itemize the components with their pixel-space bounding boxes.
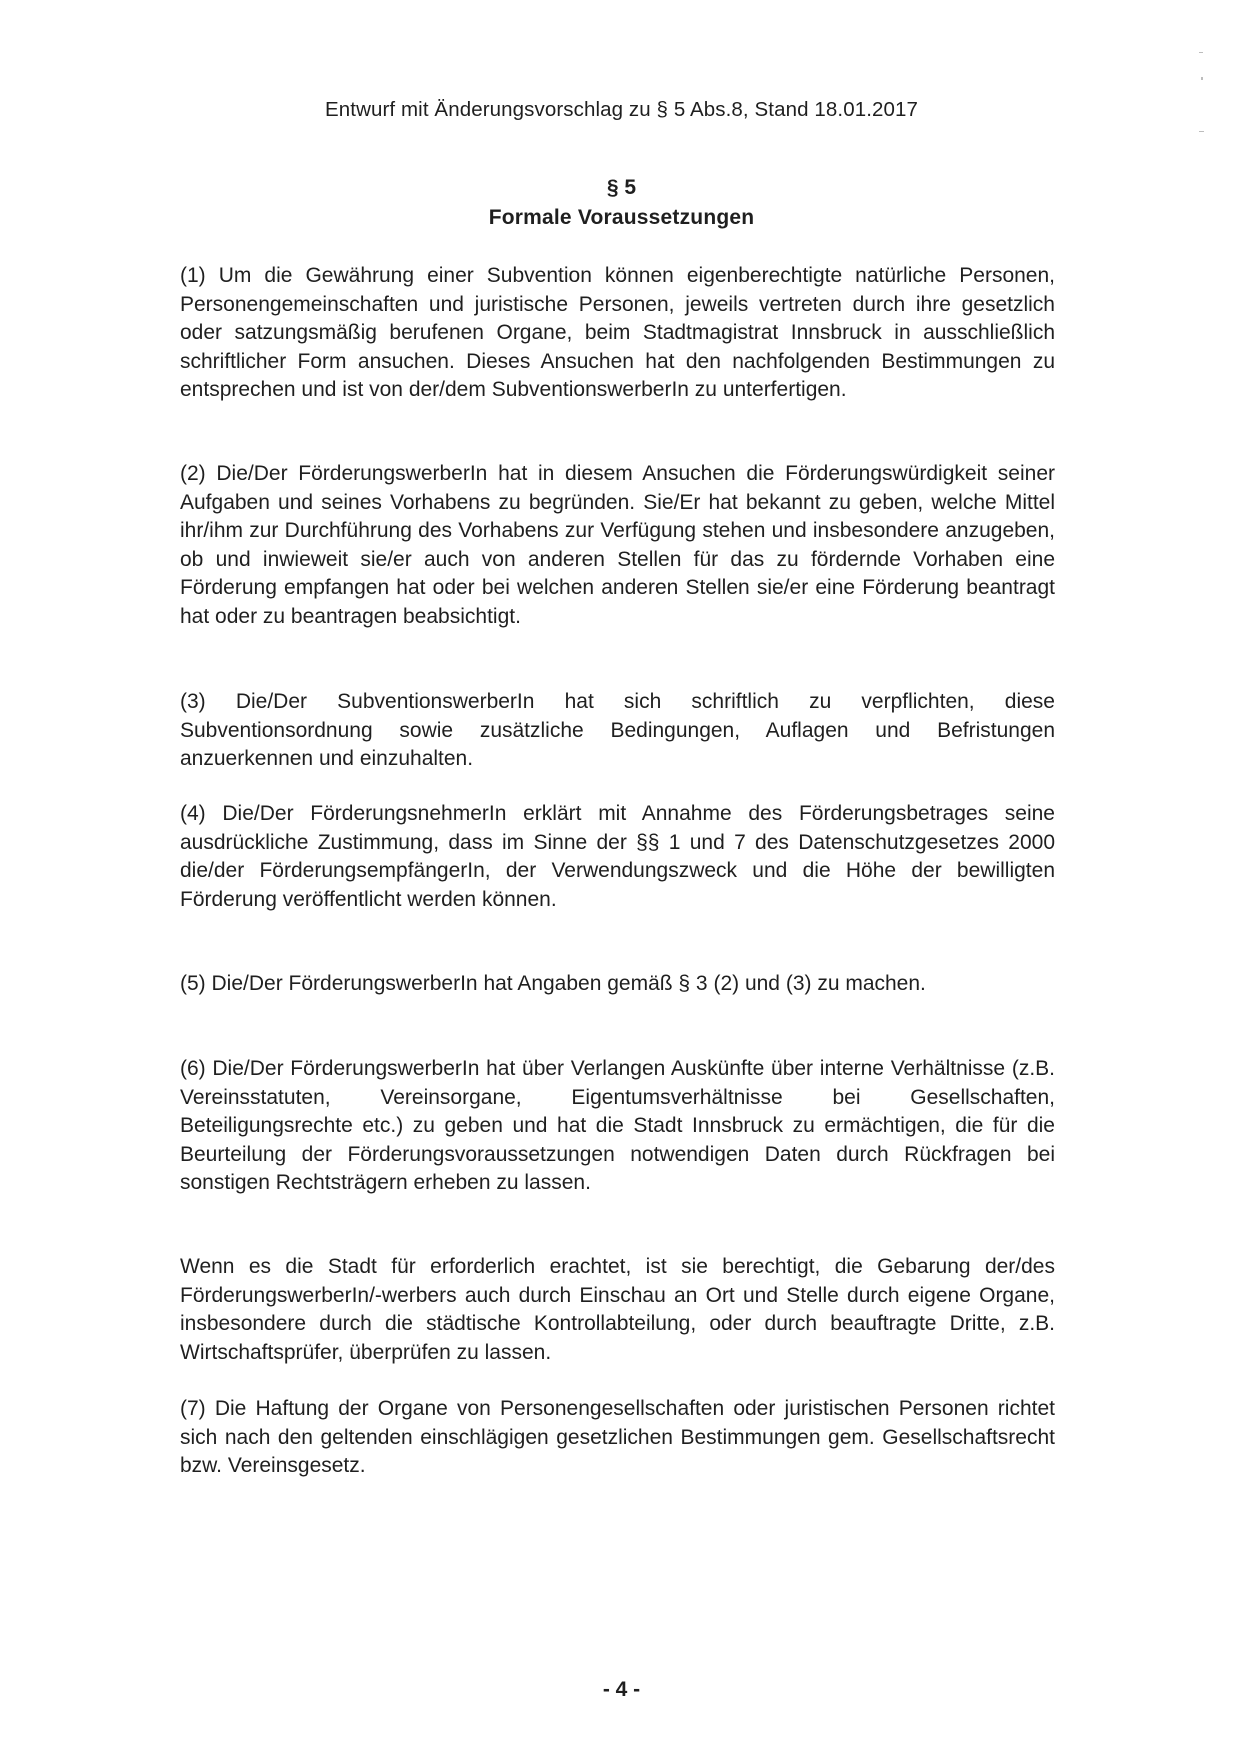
scan-mark xyxy=(1199,131,1204,132)
section-title: Formale Voraussetzungen xyxy=(488,206,755,229)
paragraph-2: (2) Die/Der FörderungswerberIn hat in diesem Ansuchen die Förderungswürdigkeit seiner Aufgaben und seines Vorhabens zu begründen. Sie/Er hat bekannt zu geben, welche Mittel ihr/ihm zur Durchführung des Vorhabens zur Verfügung stehen und insbesondere anzugeben, ob und inwieweit sie/er auch von anderen Stellen für das zu fördernde Vorhaben eine Förderung empfangen hat oder bei welchen anderen Stellen sie/er eine Förderung beantragt hat oder zu beantragen beabsichtigt. xyxy=(180,462,1055,628)
paragraph-6-continuation: Wenn es die Stadt für erforderlich erachtet, ist sie berechtigt, die Gebarung der/des FörderungswerberIn/-werbers auch durch Einschau an Ort und Stelle durch eigene Organe, insbesondere durch die städtische Kontrollabteilung, oder durch beauftragte Dritte, z.B. Wirtschaftsprüfer, überprüfen zu lassen. xyxy=(180,1255,1055,1364)
paragraph-7: (7) Die Haftung der Organe von Personengesellschaften oder juristischen Personen richtet sich nach den geltenden einschlägigen gesetzlichen Bestimmungen gem. Gesellschaftsrecht bzw. Vereinsgesetz. xyxy=(180,1397,1055,1477)
scan-mark xyxy=(1199,52,1203,53)
scan-mark xyxy=(1201,77,1203,80)
page-number: - 4 - xyxy=(602,1678,641,1701)
paragraph-1: (1) Um die Gewährung einer Subvention können eigenberechtigte natürliche Personen, Personengemeinschaften und juristische Personen, jeweils vertreten durch ihre gesetzlich oder satzungsmäßig berufenen Organe, beim Stadtmagistrat Innsbruck in ausschließlich schriftlicher Form ansuchen. Dieses Ansuchen hat den nachfolgenden Bestimmungen zu entsprechen und ist von der/dem SubventionswerberIn zu unterfertigen. xyxy=(180,264,1055,401)
paragraph-3: (3) Die/Der SubventionswerberIn hat sich schriftlich zu verpflichten, diese Subventionsordnung sowie zusätzliche Bedingungen, Auflagen und Befristungen anzuerkennen und einzuhalten. xyxy=(180,690,1055,770)
section-number: § 5 xyxy=(606,176,637,199)
paragraph-4: (4) Die/Der FörderungsnehmerIn erklärt mit Annahme des Förderungsbetrages seine ausdrückliche Zustimmung, dass im Sinne der §§ 1 und 7 des Datenschutzgesetzes 2000 die/der FörderungsempfängerIn, der Verwendungszweck und die Höhe der bewilligten Förderung veröffentlicht werden können. xyxy=(180,802,1055,911)
draft-note-header: Entwurf mit Änderungsvorschlag zu § 5 Abs.8, Stand 18.01.2017 xyxy=(325,98,918,121)
paragraph-6: (6) Die/Der FörderungswerberIn hat über Verlangen Auskünfte über interne Verhältnisse (z.B. Vereinsstatuten, Vereinsorgane, Eigentumsverhältnisse bei Gesellschaften, Beteiligungsrechte etc.) zu geben und hat die Stadt Innsbruck zu ermächtigen, die für die Beurteilung der Förderungsvoraussetzungen notwendigen Daten durch Rückfragen bei sonstigen Rechtsträgern erheben zu lassen. xyxy=(180,1057,1055,1194)
paragraph-5: (5) Die/Der FörderungswerberIn hat Angaben gemäß § 3 (2) und (3) zu machen. xyxy=(180,972,926,995)
